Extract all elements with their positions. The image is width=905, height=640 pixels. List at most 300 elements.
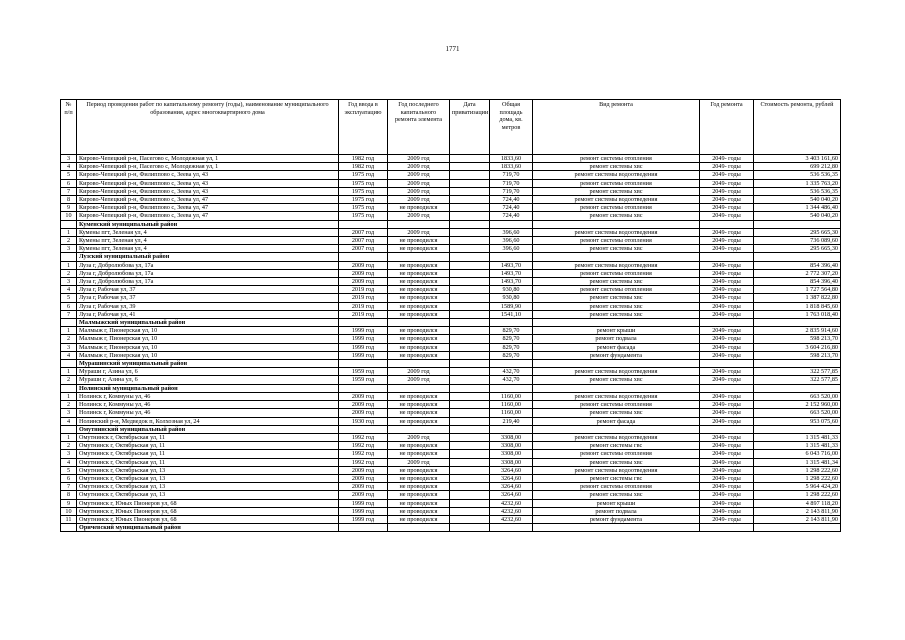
district-empty-cell [339, 425, 388, 433]
district-empty-cell [754, 220, 841, 228]
row-repair-type: ремонт системы хвс [533, 294, 700, 302]
row-commission-year: 1975 год [339, 204, 388, 212]
row-repair-type: ремонт системы хвс [533, 491, 700, 499]
row-number: 3 [61, 245, 77, 253]
row-privatization-date [450, 171, 490, 179]
row-last-repair-year: 2009 год [388, 228, 450, 236]
row-last-repair-year: не проводился [388, 401, 450, 409]
row-repair-year: 2049- годы [700, 187, 754, 195]
table-row [61, 483, 841, 491]
table-row [61, 171, 841, 179]
row-repair-year: 2049- годы [700, 245, 754, 253]
table-row [61, 335, 841, 343]
district-empty-cell [339, 360, 388, 368]
district-empty-cell [450, 319, 490, 327]
table-row [61, 450, 841, 458]
district-empty-cell [450, 425, 490, 433]
row-repair-year: 2049- годы [700, 302, 754, 310]
row-address: Кирово-Чепецкий р-н, Пасегово с, Молодежная ул, 1 [77, 155, 339, 163]
row-commission-year: 1999 год [339, 515, 388, 523]
row-last-repair-year: не проводился [388, 515, 450, 523]
row-repair-type: ремонт системы водоотведения [533, 392, 700, 400]
district-empty-cell [754, 425, 841, 433]
row-total-area: 396,60 [490, 237, 533, 245]
row-total-area: 1493,70 [490, 261, 533, 269]
district-name: Нолинский муниципальный район [77, 384, 339, 392]
row-commission-year: 1992 год [339, 433, 388, 441]
row-total-area: 432,70 [490, 368, 533, 376]
table-row [61, 163, 841, 171]
row-total-area: 719,70 [490, 187, 533, 195]
row-address: Мураши г, Азина ул, 6 [77, 368, 339, 376]
district-number-cell [61, 319, 77, 327]
row-number: 7 [61, 187, 77, 195]
row-last-repair-year: не проводился [388, 474, 450, 482]
row-number: 2 [61, 269, 77, 277]
district-empty-cell [700, 425, 754, 433]
row-privatization-date [450, 163, 490, 171]
row-repair-cost: 854 396,40 [754, 261, 841, 269]
row-commission-year: 2019 год [339, 286, 388, 294]
table-row [61, 187, 841, 195]
row-repair-cost: 1 315 481,33 [754, 442, 841, 450]
row-address: Кирово-Чепецкий р-н, Филиппово с, Зеева ул, 47 [77, 212, 339, 220]
row-repair-year: 2049- годы [700, 376, 754, 384]
district-empty-cell [700, 220, 754, 228]
row-number: 8 [61, 196, 77, 204]
row-number: 6 [61, 474, 77, 482]
row-repair-type: ремонт системы хвс [533, 245, 700, 253]
row-commission-year: 1959 год [339, 376, 388, 384]
row-commission-year: 1975 год [339, 196, 388, 204]
row-address: Омутнинск г, Октябрьская ул, 13 [77, 466, 339, 474]
row-total-area: 1160,00 [490, 409, 533, 417]
row-repair-year: 2049- годы [700, 261, 754, 269]
row-repair-cost: 1 818 845,60 [754, 302, 841, 310]
row-repair-year: 2049- годы [700, 466, 754, 474]
row-repair-year: 2049- годы [700, 237, 754, 245]
row-last-repair-year: не проводился [388, 245, 450, 253]
row-repair-type: ремонт подвала [533, 507, 700, 515]
row-last-repair-year: не проводился [388, 237, 450, 245]
row-total-area: 829,70 [490, 351, 533, 359]
row-total-area: 432,70 [490, 376, 533, 384]
row-address: Омутнинск г, Октябрьская ул, 11 [77, 442, 339, 450]
row-total-area: 4232,60 [490, 507, 533, 515]
row-address: Луза г, Добролюбова ул, 17а [77, 261, 339, 269]
row-privatization-date [450, 417, 490, 425]
district-empty-cell [339, 319, 388, 327]
row-commission-year: 2009 год [339, 392, 388, 400]
district-empty-cell [490, 524, 533, 532]
district-row [61, 360, 841, 368]
row-privatization-date [450, 327, 490, 335]
row-commission-year: 1959 год [339, 368, 388, 376]
row-last-repair-year: не проводился [388, 507, 450, 515]
row-address: Малмыж г, Пионерская ул, 10 [77, 343, 339, 351]
district-empty-cell [339, 524, 388, 532]
row-address: Кирово-Чепецкий р-н, Филиппово с, Зеева ул, 43 [77, 187, 339, 195]
table-row [61, 401, 841, 409]
row-last-repair-year: 2009 год [388, 368, 450, 376]
row-privatization-date [450, 310, 490, 318]
row-repair-cost: 2 772 307,20 [754, 269, 841, 277]
row-repair-cost: 6 043 716,00 [754, 450, 841, 458]
district-empty-cell [450, 253, 490, 261]
row-repair-year: 2049- годы [700, 171, 754, 179]
table-row [61, 499, 841, 507]
district-empty-cell [700, 384, 754, 392]
row-privatization-date [450, 261, 490, 269]
page-number: 1771 [445, 45, 460, 53]
table-row [61, 212, 841, 220]
row-number: 2 [61, 237, 77, 245]
district-empty-cell [533, 253, 700, 261]
row-repair-type: ремонт системы хвс [533, 458, 700, 466]
row-total-area: 3308,00 [490, 458, 533, 466]
row-repair-year: 2049- годы [700, 491, 754, 499]
row-repair-cost: 1 727 564,80 [754, 286, 841, 294]
row-commission-year: 1999 год [339, 499, 388, 507]
row-address: Омутнинск г, Октябрьская ул, 13 [77, 483, 339, 491]
district-number-cell [61, 360, 77, 368]
row-repair-type: ремонт системы отопления [533, 269, 700, 277]
row-last-repair-year: 2009 год [388, 171, 450, 179]
district-empty-cell [700, 524, 754, 532]
row-repair-type: ремонт системы отопления [533, 155, 700, 163]
district-empty-cell [388, 319, 450, 327]
row-last-repair-year: не проводился [388, 442, 450, 450]
district-empty-cell [388, 360, 450, 368]
table-row [61, 286, 841, 294]
row-repair-year: 2049- годы [700, 196, 754, 204]
row-privatization-date [450, 351, 490, 359]
row-privatization-date [450, 286, 490, 294]
row-repair-type: ремонт системы хвс [533, 310, 700, 318]
row-repair-type: ремонт системы водоотведения [533, 433, 700, 441]
district-empty-cell [754, 319, 841, 327]
row-commission-year: 1999 год [339, 507, 388, 515]
row-repair-year: 2049- годы [700, 450, 754, 458]
row-total-area: 4232,60 [490, 515, 533, 523]
table-row [61, 442, 841, 450]
row-address: Малмыж г, Пионерская ул, 10 [77, 327, 339, 335]
row-address: Омутнинск г, Октябрьская ул, 11 [77, 450, 339, 458]
row-last-repair-year: не проводился [388, 261, 450, 269]
district-empty-cell [388, 384, 450, 392]
row-number: 1 [61, 261, 77, 269]
row-commission-year: 2007 год [339, 245, 388, 253]
row-repair-cost: 699 212,80 [754, 163, 841, 171]
row-repair-type: ремонт системы гвс [533, 442, 700, 450]
row-address: Луза г, Рабочая ул, 37 [77, 286, 339, 294]
row-commission-year: 2019 год [339, 310, 388, 318]
row-repair-year: 2049- годы [700, 368, 754, 376]
row-repair-year: 2049- годы [700, 433, 754, 441]
row-number: 5 [61, 466, 77, 474]
row-commission-year: 2007 год [339, 237, 388, 245]
row-repair-type: ремонт системы отопления [533, 204, 700, 212]
row-number: 4 [61, 351, 77, 359]
table-row [61, 327, 841, 335]
row-privatization-date [450, 294, 490, 302]
row-privatization-date [450, 335, 490, 343]
table-row [61, 376, 841, 384]
row-repair-year: 2049- годы [700, 269, 754, 277]
district-number-cell [61, 220, 77, 228]
row-repair-type: ремонт крыши [533, 327, 700, 335]
table-row [61, 474, 841, 482]
row-repair-cost: 295 665,30 [754, 245, 841, 253]
row-repair-cost: 4 897 118,20 [754, 499, 841, 507]
row-repair-year: 2049- годы [700, 155, 754, 163]
row-address: Омутнинск г, Октябрьская ул, 13 [77, 491, 339, 499]
row-privatization-date [450, 433, 490, 441]
row-number: 3 [61, 343, 77, 351]
table-row [61, 228, 841, 236]
row-last-repair-year: не проводился [388, 278, 450, 286]
row-last-repair-year: не проводился [388, 204, 450, 212]
table-row [61, 245, 841, 253]
row-number: 3 [61, 450, 77, 458]
row-privatization-date [450, 483, 490, 491]
row-total-area: 1833,60 [490, 163, 533, 171]
row-commission-year: 1992 год [339, 458, 388, 466]
row-last-repair-year: 2009 год [388, 376, 450, 384]
row-number: 7 [61, 483, 77, 491]
row-repair-cost: 536 536,35 [754, 171, 841, 179]
row-last-repair-year: не проводился [388, 409, 450, 417]
row-total-area: 1160,00 [490, 392, 533, 400]
row-total-area: 3264,60 [490, 491, 533, 499]
row-privatization-date [450, 442, 490, 450]
row-address: Омутнинск г, Юных Пионеров ул, 68 [77, 507, 339, 515]
row-repair-type: ремонт системы хвс [533, 302, 700, 310]
district-empty-cell [388, 425, 450, 433]
row-privatization-date [450, 269, 490, 277]
district-name: Омутнинский муниципальный район [77, 425, 339, 433]
row-repair-year: 2049- годы [700, 499, 754, 507]
table-row [61, 368, 841, 376]
row-last-repair-year: не проводился [388, 491, 450, 499]
row-number: 5 [61, 294, 77, 302]
row-repair-cost: 1 298 222,60 [754, 491, 841, 499]
district-empty-cell [339, 384, 388, 392]
table-row [61, 507, 841, 515]
row-last-repair-year: не проводился [388, 310, 450, 318]
table-row [61, 294, 841, 302]
row-privatization-date [450, 499, 490, 507]
row-repair-year: 2049- годы [700, 458, 754, 466]
row-address: Кирово-Чепецкий р-н, Пасегово с, Молодежная ул, 1 [77, 163, 339, 171]
row-repair-cost: 2 143 811,90 [754, 515, 841, 523]
row-number: 2 [61, 401, 77, 409]
district-empty-cell [754, 253, 841, 261]
row-commission-year: 2009 год [339, 278, 388, 286]
row-privatization-date [450, 376, 490, 384]
row-privatization-date [450, 245, 490, 253]
row-number: 2 [61, 376, 77, 384]
row-commission-year: 1975 год [339, 171, 388, 179]
row-repair-year: 2049- годы [700, 442, 754, 450]
row-repair-type: ремонт системы отопления [533, 450, 700, 458]
repair-schedule-table [60, 99, 841, 532]
row-repair-type: ремонт системы отопления [533, 286, 700, 294]
row-total-area: 396,60 [490, 228, 533, 236]
row-repair-year: 2049- годы [700, 228, 754, 236]
row-commission-year: 1999 год [339, 335, 388, 343]
row-repair-cost: 663 520,00 [754, 409, 841, 417]
row-last-repair-year: 2009 год [388, 155, 450, 163]
row-repair-year: 2049- годы [700, 179, 754, 187]
header-total-area: Общая площадь дома, кв. метров [490, 100, 533, 155]
row-repair-type: ремонт системы отопления [533, 179, 700, 187]
district-empty-cell [754, 384, 841, 392]
table-row [61, 310, 841, 318]
table-row [61, 155, 841, 163]
row-repair-type: ремонт системы водоотведения [533, 466, 700, 474]
row-number: 1 [61, 433, 77, 441]
row-repair-type: ремонт системы хвс [533, 187, 700, 195]
district-row [61, 524, 841, 532]
row-address: Кумены пгт, Зеленая ул, 4 [77, 245, 339, 253]
row-repair-cost: 1 298 222,60 [754, 474, 841, 482]
row-address: Нолинск г, Коммуны ул, 46 [77, 401, 339, 409]
district-empty-cell [339, 253, 388, 261]
row-repair-type: ремонт системы хвс [533, 212, 700, 220]
row-address: Нолинск г, Коммуны ул, 46 [77, 392, 339, 400]
row-repair-cost: 1 763 018,40 [754, 310, 841, 318]
row-last-repair-year: 2009 год [388, 163, 450, 171]
row-total-area: 3308,00 [490, 450, 533, 458]
row-privatization-date [450, 409, 490, 417]
row-repair-cost: 2 835 914,60 [754, 327, 841, 335]
row-privatization-date [450, 302, 490, 310]
row-number: 2 [61, 335, 77, 343]
row-commission-year: 2019 год [339, 302, 388, 310]
district-empty-cell [490, 425, 533, 433]
row-repair-year: 2049- годы [700, 286, 754, 294]
row-privatization-date [450, 491, 490, 499]
row-repair-type: ремонт системы водоотведения [533, 196, 700, 204]
row-address: Кумены пгт, Зеленая ул, 4 [77, 228, 339, 236]
row-repair-type: ремонт фасада [533, 417, 700, 425]
row-repair-year: 2049- годы [700, 474, 754, 482]
row-address: Кирово-Чепецкий р-н, Филиппово с, Зеева ул, 43 [77, 171, 339, 179]
district-empty-cell [490, 319, 533, 327]
row-number: 11 [61, 515, 77, 523]
row-total-area: 719,70 [490, 171, 533, 179]
row-repair-type: ремонт системы хвс [533, 278, 700, 286]
row-total-area: 724,40 [490, 204, 533, 212]
row-number: 1 [61, 392, 77, 400]
row-commission-year: 2009 год [339, 401, 388, 409]
row-total-area: 3308,00 [490, 442, 533, 450]
row-repair-year: 2049- годы [700, 310, 754, 318]
district-empty-cell [490, 220, 533, 228]
row-repair-cost: 1 315 481,33 [754, 433, 841, 441]
district-name: Мурашинский муниципальный район [77, 360, 339, 368]
row-repair-year: 2049- годы [700, 515, 754, 523]
row-address: Кирово-Чепецкий р-н, Филиппово с, Зеева ул, 47 [77, 196, 339, 204]
row-repair-cost: 736 089,60 [754, 237, 841, 245]
row-privatization-date [450, 466, 490, 474]
row-repair-year: 2049- годы [700, 392, 754, 400]
table-body [61, 155, 841, 532]
row-total-area: 3264,60 [490, 483, 533, 491]
row-privatization-date [450, 515, 490, 523]
row-number: 10 [61, 212, 77, 220]
row-number: 2 [61, 442, 77, 450]
district-empty-cell [533, 524, 700, 532]
header-repair-year: Год ремонта [700, 100, 754, 155]
row-commission-year: 2009 год [339, 269, 388, 277]
row-repair-cost: 540 040,20 [754, 196, 841, 204]
row-commission-year: 2019 год [339, 294, 388, 302]
row-commission-year: 1992 год [339, 442, 388, 450]
district-empty-cell [450, 220, 490, 228]
district-number-cell [61, 384, 77, 392]
row-total-area: 724,40 [490, 196, 533, 204]
row-repair-cost: 2 152 960,00 [754, 401, 841, 409]
row-address: Омутнинск г, Октябрьская ул, 11 [77, 433, 339, 441]
row-repair-type: ремонт системы водоотведения [533, 368, 700, 376]
row-privatization-date [450, 450, 490, 458]
header-address: Период проведения работ по капитальному ремонту (годы), наименование муниципального образования, адрес многоквартирного дома [77, 100, 339, 155]
row-privatization-date [450, 204, 490, 212]
row-last-repair-year: 2009 год [388, 433, 450, 441]
row-address: Луза г, Рабочая ул, 37 [77, 294, 339, 302]
row-repair-type: ремонт фундамента [533, 515, 700, 523]
row-last-repair-year: не проводился [388, 351, 450, 359]
row-repair-year: 2049- годы [700, 278, 754, 286]
row-privatization-date [450, 401, 490, 409]
row-repair-type: ремонт системы водоотведения [533, 228, 700, 236]
row-repair-year: 2049- годы [700, 327, 754, 335]
district-empty-cell [388, 524, 450, 532]
table-row [61, 466, 841, 474]
table-row [61, 458, 841, 466]
district-empty-cell [533, 360, 700, 368]
row-repair-year: 2049- годы [700, 409, 754, 417]
row-privatization-date [450, 278, 490, 286]
row-last-repair-year: не проводился [388, 294, 450, 302]
row-number: 8 [61, 491, 77, 499]
row-total-area: 3308,00 [490, 433, 533, 441]
row-commission-year: 2009 год [339, 474, 388, 482]
row-last-repair-year: не проводился [388, 450, 450, 458]
row-repair-cost: 295 665,30 [754, 228, 841, 236]
row-repair-year: 2049- годы [700, 294, 754, 302]
row-total-area: 930,80 [490, 286, 533, 294]
table-row [61, 261, 841, 269]
row-address: Малмыж г, Пионерская ул, 10 [77, 351, 339, 359]
row-last-repair-year: не проводился [388, 483, 450, 491]
row-repair-cost: 953 075,60 [754, 417, 841, 425]
row-number: 3 [61, 155, 77, 163]
row-repair-cost: 1 315 481,34 [754, 458, 841, 466]
row-repair-year: 2049- годы [700, 343, 754, 351]
row-repair-cost: 854 396,40 [754, 278, 841, 286]
row-commission-year: 2009 год [339, 491, 388, 499]
row-total-area: 1541,10 [490, 310, 533, 318]
row-total-area: 829,70 [490, 335, 533, 343]
row-repair-year: 2049- годы [700, 351, 754, 359]
row-number: 4 [61, 458, 77, 466]
row-repair-cost: 598 213,70 [754, 351, 841, 359]
row-repair-cost: 3 604 216,80 [754, 343, 841, 351]
row-repair-type: ремонт подвала [533, 335, 700, 343]
